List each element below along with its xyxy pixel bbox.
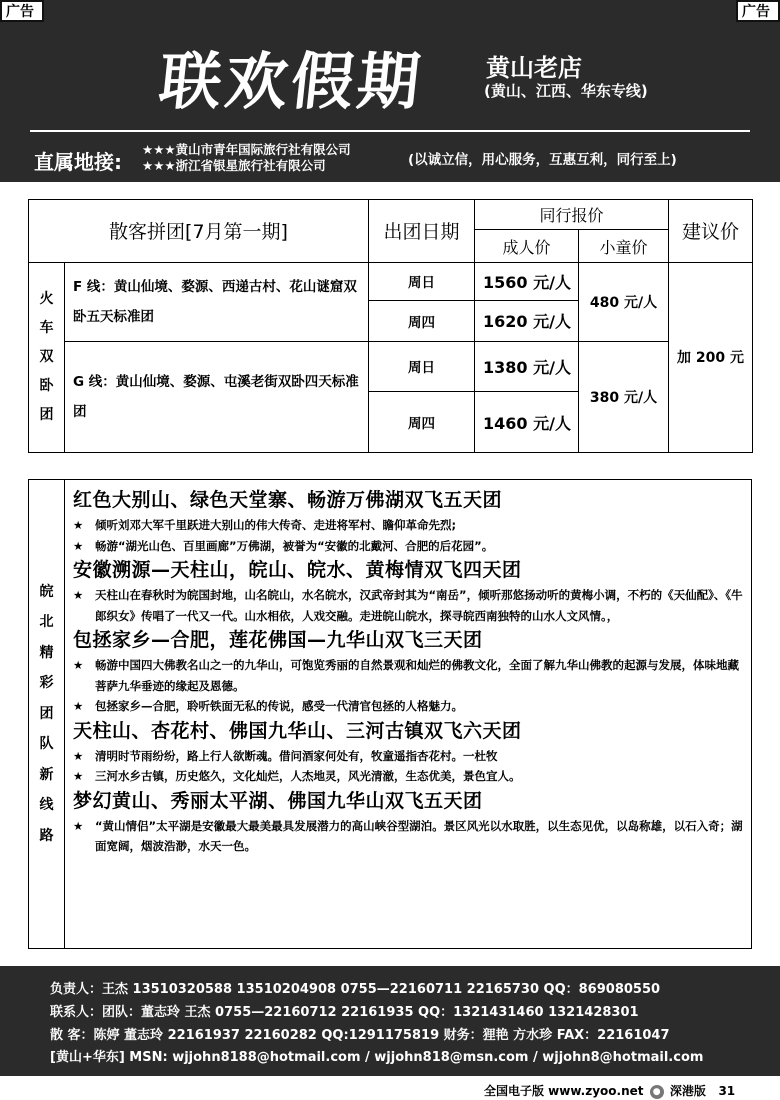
star-icon: ★: [73, 538, 84, 553]
tour-bullet-text: 三河水乡古镇，历史悠久，文化灿烂，人杰地灵，风光清澈，生态优美，景色宜人。: [95, 769, 521, 783]
departure-day: 周日: [369, 341, 475, 392]
tour-bullet-text: 畅游中国四大佛教名山之一的九华山，可饱览秀丽的自然景观和灿烂的佛教文化，全面了解九华山佛教的起源与发展，体味地藏菩萨九华垂迹的缘起及恩德。: [95, 658, 739, 693]
price-table: [28, 199, 753, 453]
suggested-price: 加 200 元: [669, 262, 753, 452]
header-departure: 出团日期: [369, 200, 475, 263]
tour-bullet: [73, 515, 745, 536]
routes-section: [28, 479, 752, 949]
tour-bullet-text: “黄山情侣”太平湖是安徽最大最美最具发展潜力的高山峡谷型湖泊。景区风光以水取胜，以生态见优，以岛称雄，以石入奇；湖面宽阔，烟波浩渺，水天一色。: [95, 818, 743, 853]
contact-line: 联系人：团队：董志玲 王杰 0755—22160712 22161935 QQ：1321431460 1321428301: [50, 1005, 639, 1020]
ad-tag-left: 广告: [0, 0, 44, 22]
adult-price: 1380 元/人: [475, 341, 579, 392]
star-icon: ★: [73, 748, 84, 763]
tour-bullet: [73, 696, 745, 717]
adult-price: 1620 元/人: [475, 301, 579, 341]
header-group: 散客拼团[7月第一期]: [29, 200, 369, 263]
publisher-badge-icon: ●: [650, 1085, 664, 1099]
page-number: 31: [718, 1084, 736, 1098]
site-url: 全国电子版 www.zyoo.net: [484, 1084, 644, 1098]
departure-day: 周四: [369, 301, 475, 341]
routes-label: [29, 480, 65, 948]
child-price: 480 元/人: [579, 262, 669, 341]
tour-bullet: [73, 585, 745, 626]
contact-line: [黄山+华东] MSN: wjjohn8188@hotmail.com / wjjohn818@msn.com / wjjohn8@hotmail.com: [50, 1050, 704, 1065]
motto: (以诚立信，用心服务，互惠互利，同行至上): [408, 152, 677, 168]
star-icon: ★: [73, 518, 84, 532]
route-name: G 线：黄山仙境、婺源、屯溪老街双卧四天标准团: [65, 341, 369, 452]
star-icon: ★: [73, 658, 84, 672]
section-name: 深港版: [669, 1084, 706, 1098]
adult-price: 1560 元/人: [475, 262, 579, 300]
tour-bullet: [73, 766, 745, 787]
brand-logo-text: 联欢假期: [155, 45, 428, 118]
tour-title: 梦幻黄山、秀丽太平湖、佛国九华山双飞五天团: [73, 789, 483, 812]
routes-content: [73, 486, 745, 857]
contact-line: 散 客：陈婷 董志玲 22161937 22160282 QQ:1291175819 财务：狸艳 方水珍 FAX：22161047: [50, 1028, 670, 1043]
tour-bullet-text: 清明时节雨纷纷，路上行人欲断魂。借问酒家何处有，牧童遥指杏花村。一杜牧: [95, 748, 498, 763]
header-trade-price: 同行报价: [475, 200, 669, 230]
store-scope: (黄山、江西、华东专线): [484, 82, 648, 100]
tour-bullet: [73, 536, 745, 557]
star-icon: ★: [73, 699, 84, 713]
tour-bullet-text: 包拯家乡—合肥，聆听铁面无私的传说，感受一代清官包拯的人格魅力。: [95, 699, 463, 713]
star-icon: ★: [73, 818, 84, 833]
page-footer: [484, 1082, 735, 1099]
header-banner: [0, 0, 780, 182]
tour-bullet: [73, 816, 745, 857]
tour-title: 包拯家乡—合肥，莲花佛国—九华山双飞三天团: [73, 629, 483, 651]
agency-line: ★★★黄山市青年国际旅行社有限公司: [142, 142, 351, 157]
category-label: [29, 262, 65, 452]
routes-label-text: 皖 北 精 彩 团 队 新 线 路: [39, 583, 54, 844]
contact-footer: [0, 966, 780, 1076]
star-icon: ★: [73, 769, 84, 783]
header-adult: 成人价: [475, 230, 579, 262]
contact-line: 负责人：王杰 13510320588 13510204908 0755—22160711 22165730 QQ：869080550: [50, 982, 661, 997]
header-suggested: 建议价: [669, 200, 753, 263]
tour-title: 安徽溯源—天柱山，皖山、皖水、黄梅情双飞四天团: [73, 559, 522, 581]
category-text: 火 车 双 卧 团: [39, 290, 54, 423]
departure-day: 周日: [369, 262, 475, 300]
tour-bullet: [73, 655, 745, 696]
tour-bullet: [73, 746, 745, 767]
tour-title: 红色大别山、绿色天堂寨、畅游万佛湖双飞五天团: [73, 489, 503, 511]
header-divider: [30, 130, 750, 132]
direct-label: 直属地接:: [34, 150, 122, 174]
ad-tag-right: 广告: [736, 0, 780, 22]
child-price: 380 元/人: [579, 341, 669, 452]
header-child: 小童价: [579, 230, 669, 262]
agency-line: ★★★浙江省银星旅行社有限公司: [142, 158, 326, 173]
tour-bullet-text: 天柱山在春秋时为皖国封地，山名皖山，水名皖水，汉武帝封其为“南岳”，倾听那悠扬动听的黄梅小调，不朽的《天仙配》、《牛郎织女》传唱了一代又一代。山水相依，人戏交融。走进皖山皖水，探寻皖西南独特的山水人文风情。，: [95, 588, 743, 623]
star-icon: ★: [73, 588, 84, 602]
tour-bullet-text: 倾听刘邓大军千里跃进大别山的伟大传奇、走进将军村、瞻仰革命先烈;: [95, 518, 457, 532]
tour-title: 天柱山、杏花村、佛国九华山、三河古镇双飞六天团: [73, 719, 522, 742]
departure-day: 周四: [369, 392, 475, 453]
store-name: 黄山老店: [486, 54, 582, 82]
route-name: F 线：黄山仙境、婺源、西递古村、花山谜窟双卧五天标准团: [65, 262, 369, 341]
tour-bullet-text: 畅游“湖光山色、百里画廊”万佛湖，被誉为“安徽的北戴河、合肥的后花园”。: [95, 538, 494, 553]
adult-price: 1460 元/人: [475, 392, 579, 453]
